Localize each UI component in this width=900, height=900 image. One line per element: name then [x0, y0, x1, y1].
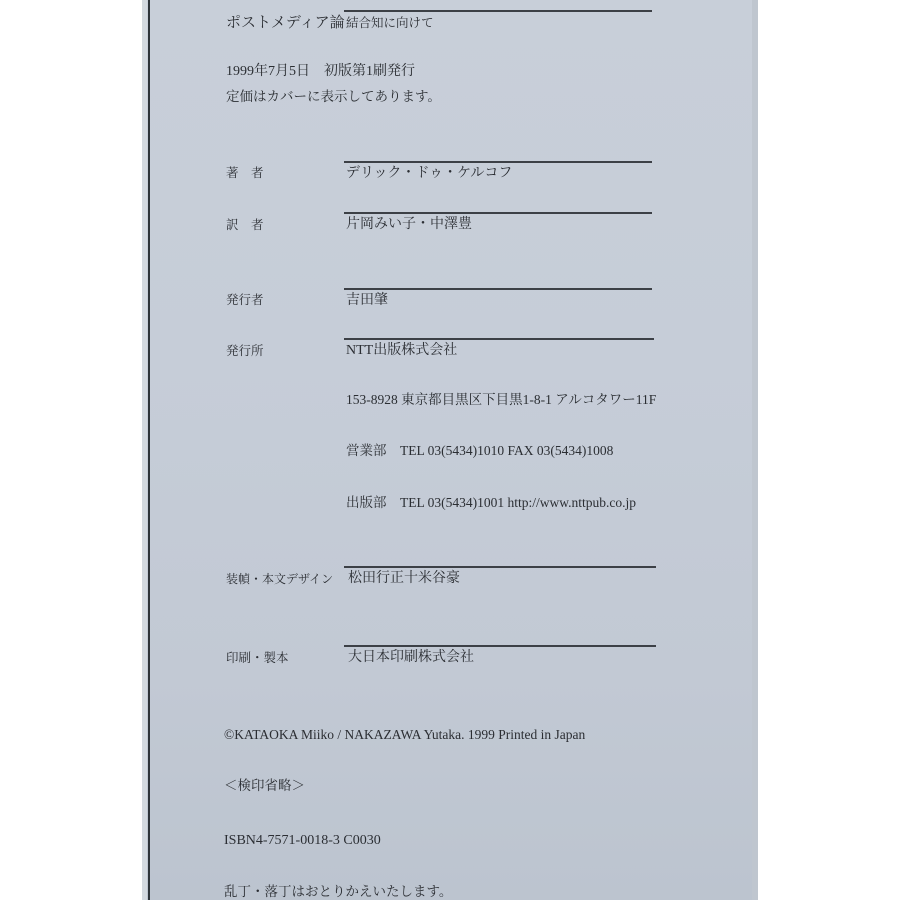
publisher-person-value: 吉田肇 [346, 292, 388, 308]
printing-rule [344, 645, 656, 647]
replacement-note: 乱丁・落丁はおとりかえいたします。 [224, 884, 453, 900]
author-label: 著 者 [226, 165, 264, 180]
copyright-notice: ©KATAOKA Miiko / NAKAZAWA Yutaka. 1999 Printed in Japan [224, 727, 586, 742]
design-rule [344, 566, 656, 568]
sales-dept-contact: 営業部 TEL 03(5434)1010 FAX 03(5434)1008 [346, 443, 614, 458]
publisher-value: NTT出版株式会社 [346, 343, 458, 358]
page-edge [142, 0, 147, 900]
printing-value: 大日本印刷株式会社 [348, 649, 474, 665]
translator-value: 片岡みい子・中澤豊 [346, 216, 472, 232]
publisher-person-rule [344, 288, 652, 290]
page-border-line [148, 0, 150, 900]
publisher-rule [344, 338, 654, 340]
design-value: 松田行正十米谷豪 [348, 570, 460, 586]
isbn: ISBN4-7571-0018-3 C0030 [224, 833, 381, 848]
printing-label: 印刷・製本 [226, 650, 289, 665]
seal-omitted-note: ＜検印省略＞ [224, 778, 305, 794]
book-title: ポストメディア論 [226, 13, 345, 31]
edition-info: 1999年7月5日 初版第1刷発行 [226, 64, 415, 79]
publisher-address: 153-8928 東京都目黒区下目黒1-8-1 アルコタワー11F [346, 392, 657, 407]
price-note: 定価はカバーに表示してあります。 [226, 89, 441, 105]
translator-rule [344, 212, 652, 214]
publisher-label: 発行所 [226, 343, 264, 358]
translator-label: 訳 者 [226, 217, 264, 232]
page-right-edge [752, 0, 758, 900]
book-subtitle: 結合知に向けて [346, 15, 434, 30]
publishing-dept-contact: 出版部 TEL 03(5434)1001 http://www.nttpub.co.jp [346, 495, 636, 510]
design-label: 装幀・本文デザイン [226, 572, 334, 586]
author-rule [344, 161, 652, 163]
publisher-person-label: 発行者 [226, 292, 264, 307]
title-rule [344, 10, 652, 12]
author-value: デリック・ドゥ・ケルコフ [346, 165, 513, 181]
